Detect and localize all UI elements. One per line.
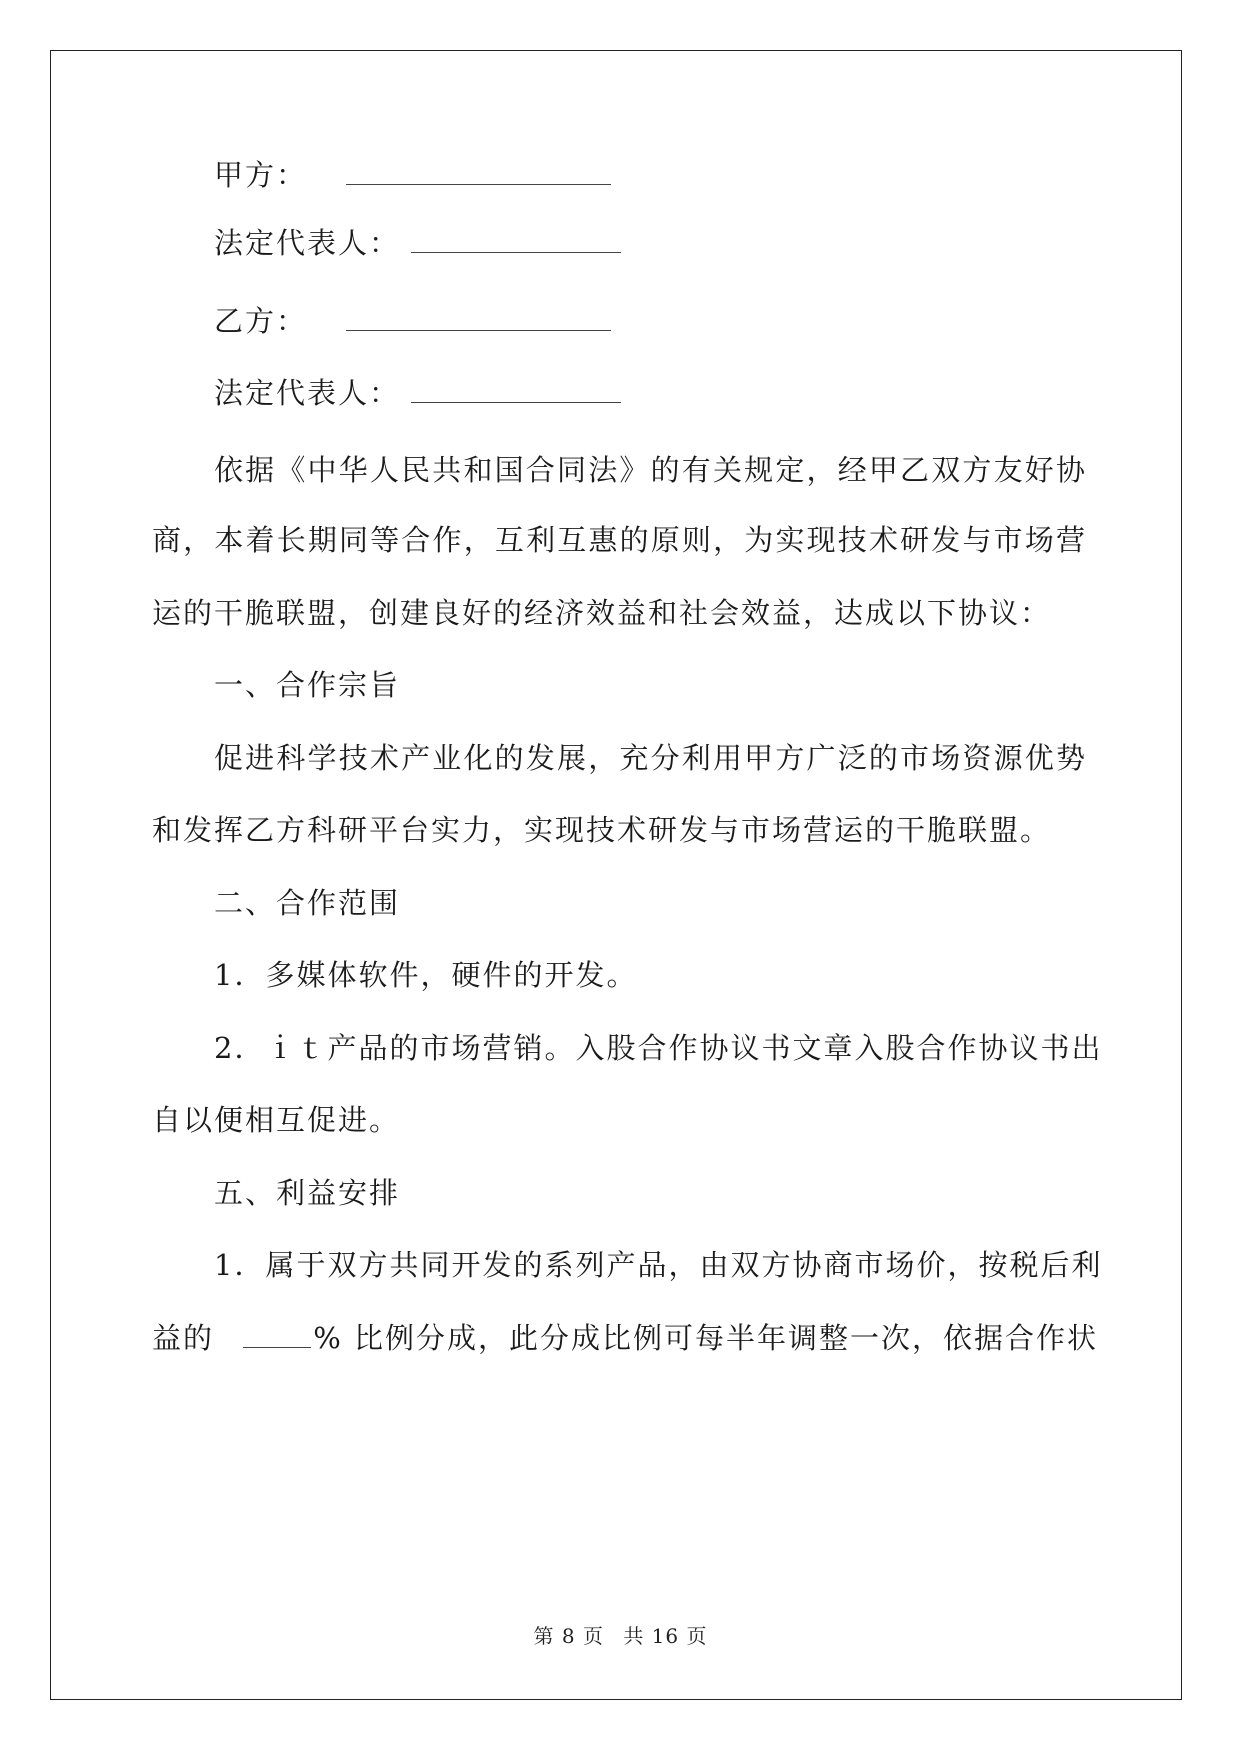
intro-line-1: 依据《中华人民共和国合同法》的有关规定，经甲乙双方友好协	[214, 453, 1087, 487]
section-2-item-2-line-2: 自以便相互促进。	[152, 1103, 401, 1137]
party-b-label: 乙方：	[214, 304, 308, 338]
page-total: 共 16 页	[623, 1624, 708, 1648]
party-a-label: 甲方：	[214, 158, 308, 192]
party-b-blank[interactable]	[346, 306, 611, 331]
section-2-item-2-line-1: 2．ｉｔ产品的市场营销。入股合作协议书文章入股合作协议书出	[214, 1031, 1103, 1065]
page-number: 第 8 页	[533, 1624, 604, 1648]
rep-a-row	[214, 223, 621, 263]
section-2-item-1: 1．多媒体软件，硬件的开发。	[214, 958, 638, 992]
rep-b-label: 法定代表人：	[214, 376, 401, 410]
rep-b-blank[interactable]	[411, 378, 621, 403]
intro-line-3: 运的干脆联盟，创建良好的经济效益和社会效益，达成以下协议：	[152, 596, 1052, 630]
section-1-title: 一、合作宗旨	[214, 668, 401, 702]
ratio-prefix: 益的	[152, 1321, 215, 1355]
section-2-title: 二、合作范围	[214, 886, 401, 920]
section-5-item-1-line-1: 1．属于双方共同开发的系列产品，由双方协商市场价，按税后利	[214, 1248, 1103, 1282]
party-b-row	[214, 301, 611, 341]
intro-line-2: 商，本着长期同等合作，互利互惠的原则，为实现技术研发与市场营	[152, 523, 1087, 557]
ratio-suffix: % 比例分成，此分成比例可每半年调整一次，依据合作状	[313, 1321, 1099, 1355]
section-5-item-1-line-2	[152, 1318, 1098, 1358]
rep-a-label: 法定代表人：	[214, 226, 401, 260]
party-a-row	[214, 155, 611, 195]
rep-b-row	[214, 373, 621, 413]
ratio-blank[interactable]	[243, 1327, 311, 1348]
section-1-line-1: 促进科学技术产业化的发展，充分利用甲方广泛的市场资源优势	[214, 741, 1087, 775]
page-footer	[0, 1620, 1241, 1649]
page-border	[50, 50, 1182, 1700]
section-1-line-2: 和发挥乙方科研平台实力，实现技术研发与市场营运的干脆联盟。	[152, 813, 1052, 847]
section-5-title: 五、利益安排	[214, 1176, 401, 1210]
party-a-blank[interactable]	[346, 160, 611, 185]
rep-a-blank[interactable]	[411, 228, 621, 253]
